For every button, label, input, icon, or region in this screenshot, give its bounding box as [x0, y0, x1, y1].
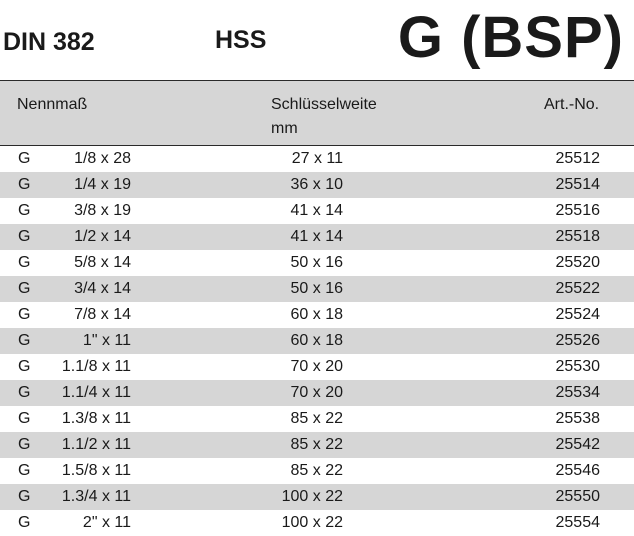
nominal-size: 1.1/4 x 11	[61, 384, 131, 401]
article-number: 25538	[555, 410, 600, 427]
material-title: HSS	[215, 26, 267, 54]
wrench-size: 100 x 22	[281, 514, 343, 531]
column-header-wrench-unit: mm	[271, 120, 298, 137]
nominal-size: 5/8 x 14	[74, 254, 131, 271]
table-row	[0, 250, 634, 276]
nominal-size: 3/4 x 14	[74, 280, 131, 297]
wrench-size: 70 x 20	[290, 358, 343, 375]
nominal-size: 1.1/8 x 11	[61, 358, 131, 375]
thread-prefix: G	[18, 410, 31, 427]
thread-title: G (BSP)	[397, 5, 624, 70]
nominal-size: 1.3/8 x 11	[61, 410, 131, 427]
wrench-size: 50 x 16	[290, 280, 343, 297]
wrench-size: 85 x 22	[290, 462, 343, 479]
standard-title: DIN 382	[3, 28, 95, 56]
thread-prefix: G	[18, 306, 31, 323]
article-number: 25524	[555, 306, 600, 323]
table-row	[0, 406, 634, 432]
thread-prefix: G	[18, 176, 31, 193]
column-header-nominal: Nennmaß	[17, 96, 88, 113]
nominal-size: 1/2 x 14	[74, 228, 131, 245]
wrench-size: 70 x 20	[290, 384, 343, 401]
thread-prefix: G	[18, 150, 31, 167]
wrench-size: 85 x 22	[290, 410, 343, 427]
wrench-size: 36 x 10	[290, 176, 343, 193]
column-header-wrench-size-label: Schlüsselweite	[271, 96, 377, 113]
article-number: 25514	[555, 176, 600, 193]
table-row	[0, 432, 634, 458]
thread-prefix: G	[18, 202, 31, 219]
article-number: 25530	[555, 358, 600, 375]
table-row	[0, 380, 634, 406]
nominal-size: 1/4 x 19	[74, 176, 131, 193]
table-header	[0, 81, 634, 146]
table-row	[0, 224, 634, 250]
thread-prefix: G	[18, 488, 31, 505]
article-number: 25554	[555, 514, 600, 531]
table-row	[0, 510, 634, 536]
wrench-size: 41 x 14	[290, 228, 343, 245]
product-table	[0, 80, 634, 536]
article-number: 25512	[555, 150, 600, 167]
article-number: 25534	[555, 384, 600, 401]
wrench-size: 60 x 18	[290, 332, 343, 349]
table-row	[0, 458, 634, 484]
wrench-size: 41 x 14	[290, 202, 343, 219]
article-number: 25526	[555, 332, 600, 349]
article-number: 25520	[555, 254, 600, 271]
nominal-size: 1.3/4 x 11	[61, 488, 131, 505]
table-row	[0, 354, 634, 380]
table-row	[0, 146, 634, 172]
wrench-size: 27 x 11	[291, 150, 343, 167]
wrench-size: 100 x 22	[281, 488, 343, 505]
table-row	[0, 198, 634, 224]
thread-prefix: G	[18, 254, 31, 271]
thread-prefix: G	[18, 228, 31, 245]
wrench-size: 85 x 22	[290, 436, 343, 453]
table-row	[0, 276, 634, 302]
nominal-size: 1" x 11	[82, 332, 131, 349]
article-number: 25550	[555, 488, 600, 505]
thread-prefix: G	[18, 514, 31, 531]
nominal-size: 1/8 x 28	[74, 150, 131, 167]
thread-prefix: G	[18, 358, 31, 375]
article-number: 25516	[555, 202, 600, 219]
wrench-size: 50 x 16	[290, 254, 343, 271]
table-body	[0, 146, 634, 536]
table-row	[0, 302, 634, 328]
table-row	[0, 484, 634, 510]
nominal-size: 7/8 x 14	[74, 306, 131, 323]
table-row	[0, 172, 634, 198]
article-number: 25542	[555, 436, 600, 453]
wrench-size: 60 x 18	[290, 306, 343, 323]
article-number: 25522	[555, 280, 600, 297]
table-row	[0, 328, 634, 354]
nominal-size: 3/8 x 19	[74, 202, 131, 219]
column-header-article: Art.-No.	[544, 96, 600, 113]
nominal-size: 1.1/2 x 11	[61, 436, 131, 453]
nominal-size: 1.5/8 x 11	[61, 462, 131, 479]
article-number: 25546	[555, 462, 600, 479]
thread-prefix: G	[18, 280, 31, 297]
column-header-wrench-size	[271, 93, 377, 141]
thread-prefix: G	[18, 332, 31, 349]
thread-prefix: G	[18, 384, 31, 401]
thread-prefix: G	[18, 436, 31, 453]
article-number: 25518	[555, 228, 600, 245]
thread-prefix: G	[18, 462, 31, 479]
nominal-size: 2" x 11	[82, 514, 131, 531]
title-bar	[0, 0, 634, 80]
